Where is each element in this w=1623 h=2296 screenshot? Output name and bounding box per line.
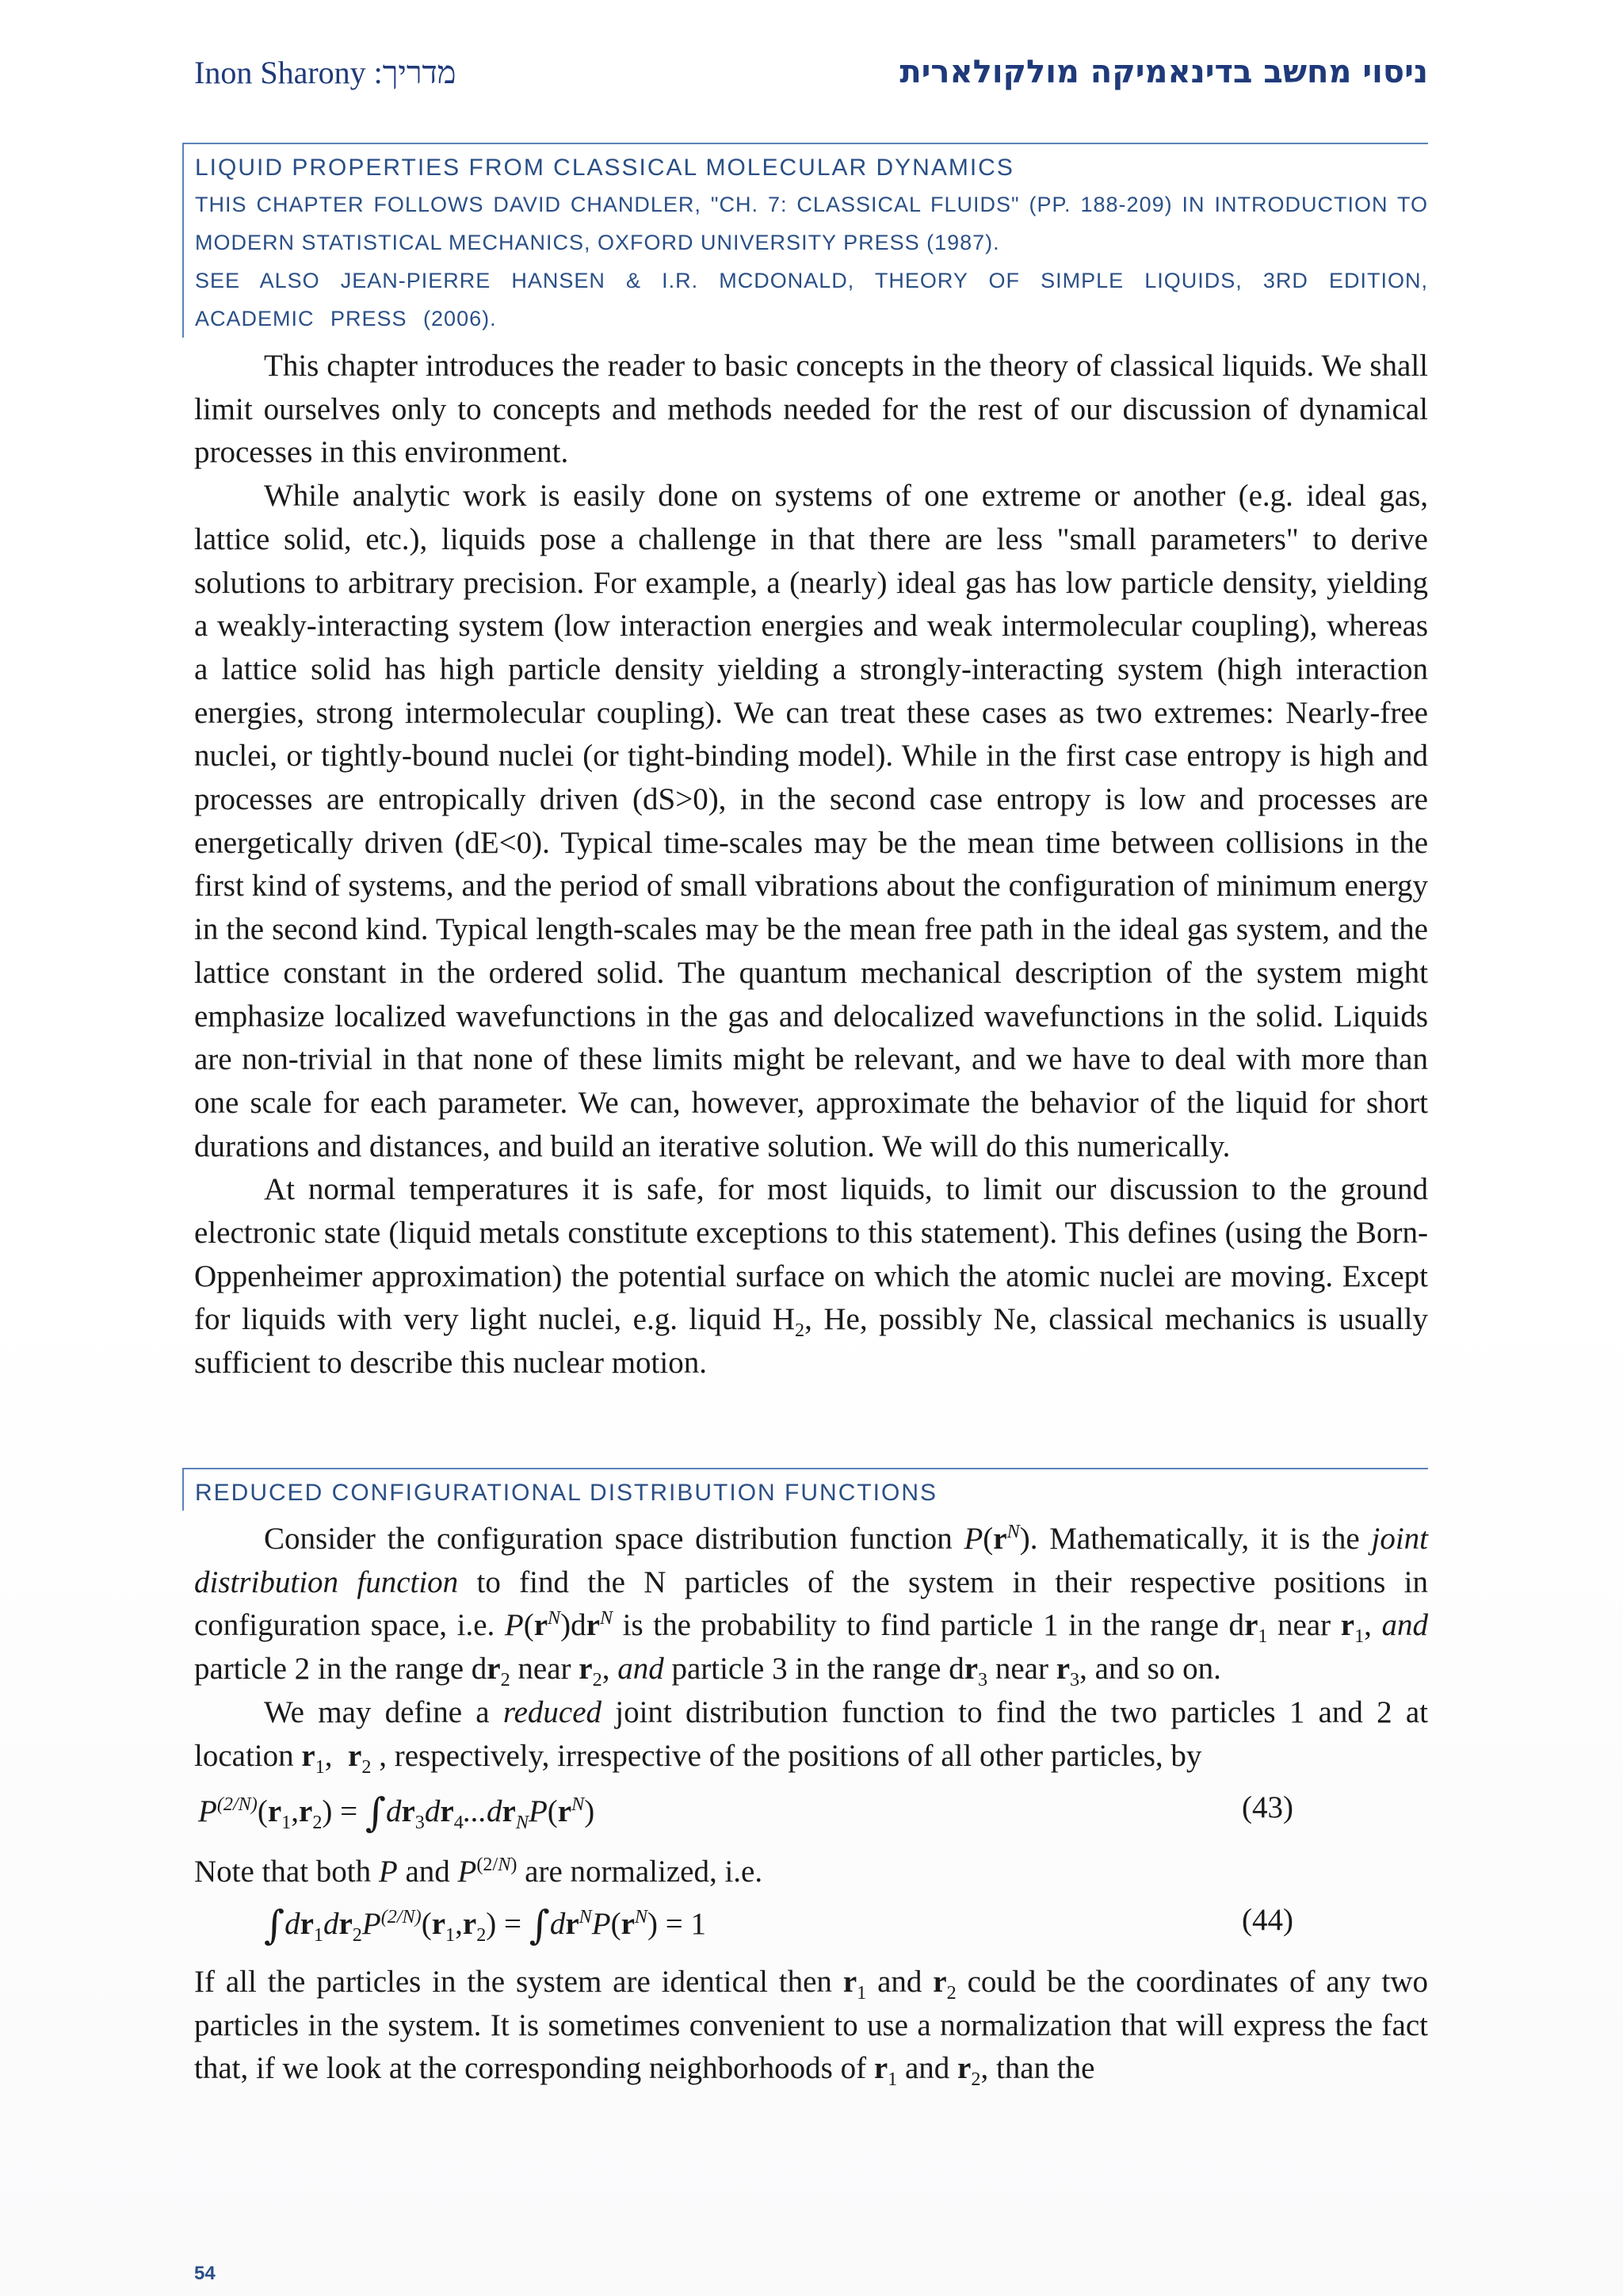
- running-header: [194, 54, 1428, 101]
- paragraph-extremes: While analytic work is easily done on systems of one extreme or another (e.g. ideal gas, lattice solid, etc.), liquids pose a challenge in that there are less "small parameters" to derive solutions to arbitrary precision. For example, a (nearly) ideal gas has low particle density, yielding a weakly-interacting system (low interaction energies and weak intermolecular coupling), whereas a lattice solid has high particle density yielding a strongly-interacting system (high interaction energies, strong intermolecular coupling). We can treat these cases as two extremes: Nearly-free nuclei, or tightly-bound nuclei (or tight-binding model). While in the first case entropy is high and processes are entropically driven (dS>0), in the second case entropy is low and processes are energetically driven (dE<0). Typical time-scales may be the mean time between collisions in the first kind of systems, and the period of small vibrations about the configuration of minimum energy in the second kind. Typical length-scales may be the mean free path in the ideal gas system, and the lattice constant in the ordered solid. The quantum mechanical description of the system might emphasize localized wavefunctions in the gas and delocalized wavefunctions in the solid. Liquids are non-trivial in that none of these limits might be relevant, and we have to deal with more than one scale for each parameter. We can, however, approximate the behavior of the liquid for short durations and distances, and build an iterative solution. We will do this numerically.: [194, 479, 1428, 1163]
- page-number: 54: [194, 2263, 216, 2284]
- equation-44: [194, 1902, 1428, 1950]
- equation-43-number: (43): [1242, 1790, 1293, 1824]
- paragraph-normalization-note: Note that both P and $P^{(2/N)}$ are normalized, i.e.: [194, 1854, 763, 1889]
- equation-44-number: (44): [1242, 1903, 1293, 1937]
- section-body-reduced-distribution: [194, 1518, 1428, 1778]
- paragraph-configuration-space: Consider the configuration space distribution function $P(r^N)$. Mathematically, it is the joint distribution function to find the N particles of the system in their respective positions in configuration space, i.e. $P(r^N)dr^N$ is the probability to find particle 1 in the range $dr_1$ near $r_1$, and particle 2 in the range $dr_2$ near $r_2$, and particle 3 in the range $dr_3$ near $r_3$, and so on.: [194, 1521, 1429, 1690]
- paragraph-reduced-definition: We may define a reduced joint distribution function to find the two particles 1 and 2 at location $r_1$, $r_2$ , respectively, irrespective of the positions of all other particles, by: [194, 1694, 1428, 1778]
- section-body-note: [194, 1851, 1428, 1894]
- section-title: LIQUID PROPERTIES FROM CLASSICAL MOLECULAR DYNAMICS: [195, 155, 1014, 181]
- section-heading-reduced-distribution: [182, 1468, 1428, 1511]
- header-author: Inon Sharony :מדריך: [194, 55, 456, 90]
- header-course-title: ניסוי מחשב בדינאמיקה מולקולארית: [899, 54, 1428, 90]
- equation-44-formula: $\int dr_1dr_2P^{(2/N)}(r_1,r_2) = \int dr^NP(r^N) = 1$: [264, 1902, 707, 1948]
- equation-43: [194, 1790, 1428, 1837]
- equation-43-formula: $P^{(2/N)}(r_1,r_2) = \int dr_3dr_4...dr_NP(r^N)$: [198, 1790, 595, 1836]
- section-reference-hansen: SEE ALSO JEAN-PIERRE HANSEN & I.R. MCDONALD, THEORY OF SIMPLE LIQUIDS, 3RD EDITION, ACADEMIC PRESS (2006).: [195, 269, 1428, 330]
- paragraph-ground-state: At normal temperatures it is safe, for most liquids, to limit our discussion to the ground electronic state (liquid metals constitute exceptions to this statement). This defines (using the Born-Oppenheimer approximation) the potential surface on which the atomic nuclei are moving. Except for liquids with very light nuclei, e.g. liquid $H_2$, He, possibly Ne, classical mechanics is usually sufficient to describe this nuclear motion.: [194, 1172, 1428, 1381]
- section-body-identical-particles: [194, 1961, 1428, 2091]
- section-body-liquid-properties: [194, 345, 1428, 1385]
- section-reference-chandler: THIS CHAPTER FOLLOWS DAVID CHANDLER, "CH. 7: CLASSICAL FLUIDS" (PP. 188-209) IN INTRODUCTION TO MODERN STATISTICAL MECHANICS, OXFORD UNIVERSITY PRESS (1987).: [195, 193, 1428, 254]
- section-title: REDUCED CONFIGURATIONAL DISTRIBUTION FUNCTIONS: [195, 1480, 938, 1506]
- paragraph-intro: This chapter introduces the reader to basic concepts in the theory of classical liquids. We shall limit ourselves only to concepts and methods needed for the rest of our discussion of dynamical processes in this environment.: [194, 349, 1428, 470]
- paragraph-identical-particles: If all the particles in the system are identical then $r_1$ and $r_2$ could be the coordinates of any two particles in the system. It is sometimes convenient to use a normalization that will express the fact that, if we look at the corresponding neighborhoods of $r_1$ and $r_2$, than the: [194, 1965, 1429, 2091]
- section-heading-liquid-properties: [182, 143, 1428, 338]
